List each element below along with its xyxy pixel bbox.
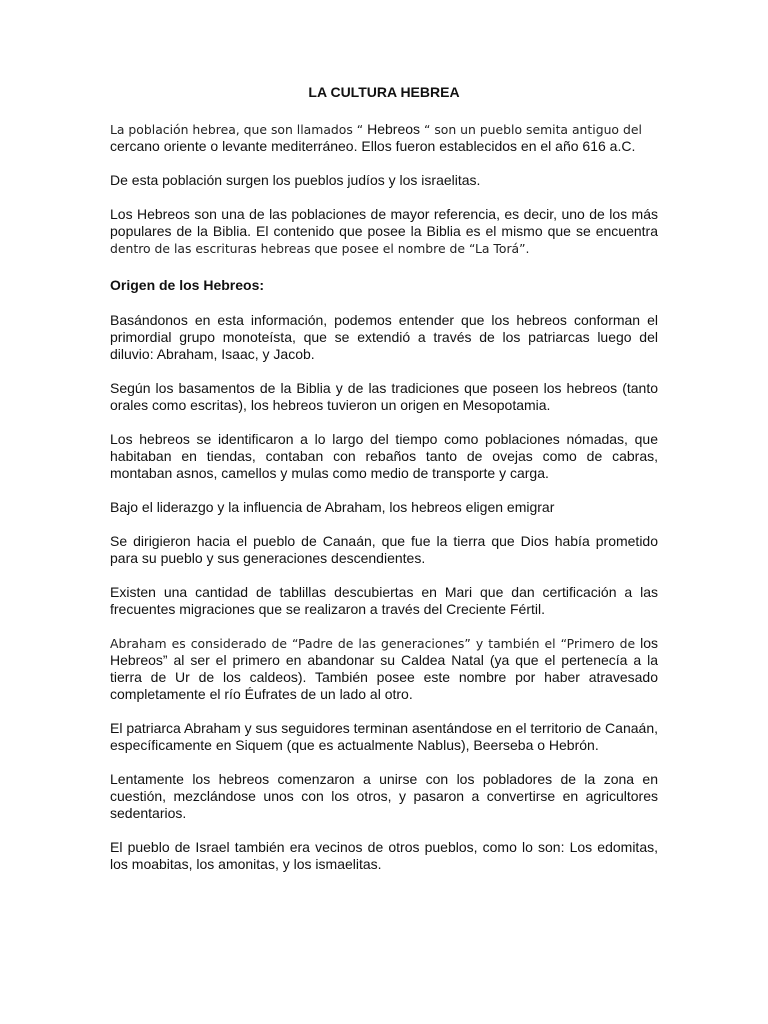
paragraph-canaan: Se dirigieron hacia el pueblo de Canaán, que fue la tierra que Dios había prometido para su pueblo y sus generaciones descendientes.: [110, 533, 658, 566]
bible-text-part-a: Los Hebreos son una de las poblaciones de mayor referencia, es decir, uno de los más populares de la Biblia. El contenido que posee la Biblia es el mismo que se encuentra: [110, 206, 658, 239]
paragraph-bible: [110, 206, 658, 257]
paragraph-origin-peoples: De esta población surgen los pueblos judíos y los israelitas.: [110, 172, 481, 188]
paragraph-neighbors: El pueblo de Israel también era vecinos de otros pueblos, como lo son: Los edomitas, los moabitas, los amonitas, y los ismaelitas.: [110, 839, 658, 872]
bible-text-part-b: dentro de las escrituras hebreas que posee el nombre de “La Torá”.: [110, 241, 530, 256]
section-subtitle: Origen de los Hebreos:: [110, 277, 265, 293]
paragraph-mesopotamia: Según los basamentos de la Biblia y de las tradiciones que poseen los hebreos (tanto orales como escritas), los hebreos tuvieron un origen en Mesopotamia.: [110, 380, 658, 413]
paragraph-agriculture: Lentamente los hebreos comenzaron a unirse con los pobladores de la zona en cuestión, mezclándose unos con los otros, y pasaron a convertirse en agricultores sedentarios.: [110, 771, 658, 821]
paragraph-tablets: Existen una cantidad de tablillas descubiertas en Mari que dan certificación a las frecuentes migraciones que se realizaron a través del Creciente Fértil.: [110, 584, 658, 617]
document-page: [110, 84, 658, 890]
paragraph-intro: [110, 121, 658, 155]
intro-text-hebreos: Hebreos: [367, 121, 421, 137]
paragraph-abraham: [110, 635, 658, 703]
intro-text-part-c: “ son un pueblo semita antiguo del: [420, 122, 642, 137]
paragraph-nomads: Los hebreos se identificaron a lo largo del tiempo como poblaciones nómadas, que habitaban en tiendas, contaban con rebaños tanto de ovejas como de cabras, montaban asnos, camellos y mulas como medio de transporte y carga.: [110, 431, 658, 481]
paragraph-emigrate: Bajo el liderazgo y la influencia de Abraham, los hebreos eligen emigrar: [110, 499, 555, 515]
intro-text-part-d: cercano oriente o levante mediterráneo. Ellos fueron establecidos en el año 616 a.C.: [110, 138, 636, 154]
document-title: LA CULTURA HEBREA: [308, 84, 460, 100]
abraham-text-part-a: Abraham es considerado de “Padre de las generaciones” y también el “Primero de: [110, 636, 636, 651]
paragraph-settlement: El patriarca Abraham y sus seguidores terminan asentándose en el territorio de Canaán, específicamente en Siquem (que es actualmente Nablus), Beerseba o Hebrón.: [110, 720, 658, 753]
intro-text-part-a: La población hebrea, que son llamados “: [110, 122, 368, 137]
abraham-text-part-b: los Hebreos” al ser el primero en abandonar su Caldea Natal (ya que el pertenecía a la tierra de Ur de los caldeos). También posee este nombre por haber atravesado completamente el río Éufrates de un lado al otro.: [110, 635, 659, 702]
paragraph-monotheism: Basándonos en esta información, podemos entender que los hebreos conforman el primordial grupo monoteísta, que se extendió a través de los patriarcas luego del diluvio: Abraham, Isaac, y Jacob.: [110, 312, 658, 362]
